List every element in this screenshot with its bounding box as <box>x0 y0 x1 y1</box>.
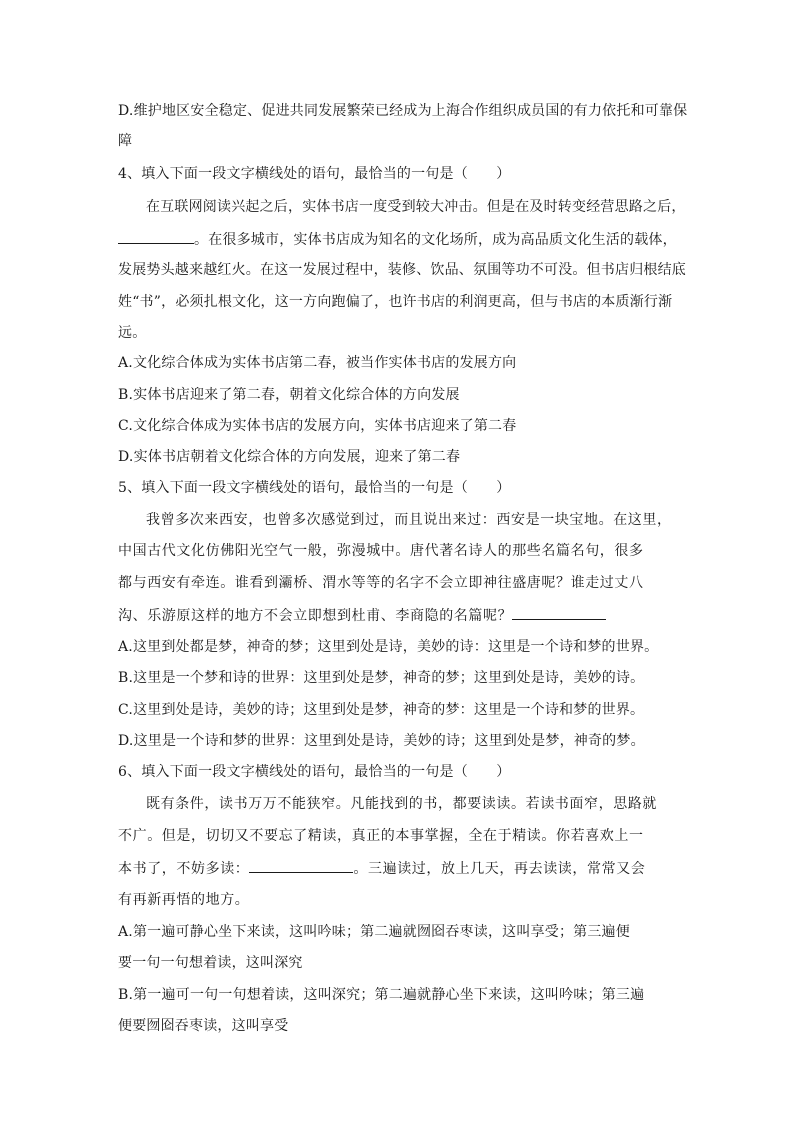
q6-passage-line-3-tail: 。三遍读过，放上几天，再去读读，常常又会 <box>353 861 646 877</box>
q3-option-d-line-2: 障 <box>118 133 133 149</box>
q5-option-c: C.这里到处是诗，美妙的诗；这里到处是梦，神奇的梦：这里是一个诗和梦的世界。 <box>118 702 645 718</box>
q4-stem: 4、填入下面一段文字横线处的语句，最恰当的一句是（ ） <box>118 166 511 182</box>
q5-passage-line-3: 都与西安有牵连。谁看到灞桥、渭水等等的名字不会立即神往盛唐呢？谁走过丈八 <box>118 575 644 591</box>
q5-passage-line-4-text: 沟、乐游原这样的地方不会立即想到杜甫、李商隐的名篇呢？ <box>118 608 513 624</box>
answer-blank <box>249 858 353 873</box>
answer-blank <box>512 605 606 620</box>
q5-option-d: D.这里是一个诗和梦的世界：这里到处是诗，美妙的诗；这里到处是梦，神奇的梦。 <box>118 733 645 749</box>
q4-passage-line-2-text: 。在很多城市，实体书店成为知名的文化场所，成为高品质文化生活的载体， <box>194 232 677 248</box>
q5-passage-line-4 <box>118 605 698 626</box>
q6-passage-line-4: 有再新再悟的地方。 <box>118 892 250 908</box>
q4-passage-line-4: 姓“书”，必须扎根文化，这一方向跑偏了，也许书店的利润更高，但与书店的本质渐行渐 <box>118 294 673 310</box>
q4-passage-line-1: 在互联网阅读兴起之后，实体书店一度受到较大冲击。但是在及时转变经营思路之后， <box>146 199 686 215</box>
q5-option-b: B.这里是一个梦和诗的世界：这里到处是梦，神奇的梦；这里到处是诗，美妙的诗。 <box>118 670 645 686</box>
q5-option-a: A.这里到处都是梦，神奇的梦；这里到处是诗，美妙的诗：这里是一个诗和梦的世界。 <box>118 639 659 655</box>
q4-option-d: D.实体书店朝着文化综合体的方向发展，迎来了第二春 <box>118 449 461 465</box>
q5-passage-line-1: 我曾多次来西安，也曾多次感觉到过，而且说出来过：西安是一块宝地。在这里， <box>146 512 672 528</box>
q6-option-a-line-2: 要一句一句想着读，这叫深究 <box>118 955 303 971</box>
q5-passage-line-2: 中国古代文化仿佛阳光空气一般，弥漫城中。唐代著名诗人的那些名篇名句，很多 <box>118 543 644 559</box>
q6-option-b-line-1: B.第一遍可一句一句想着读，这叫深究；第二遍就静心坐下来读，这叫吟味；第三遍 <box>118 987 645 1003</box>
q6-passage-line-3-text: 本书了，不妨多读： <box>118 861 250 877</box>
q4-option-b: B.实体书店迎来了第二春，朝着文化综合体的方向发展 <box>118 387 460 403</box>
q4-option-a: A.文化综合体成为实体书店第二春，被当作实体书店的发展方向 <box>118 355 517 371</box>
q4-option-c: C.文化综合体成为实体书店的发展方向，实体书店迎来了第二春 <box>118 418 517 434</box>
q6-passage-line-2: 不广。但是，切切又不要忘了精读，真正的本事掌握，全在于精读。你若喜欢上一 <box>118 828 644 844</box>
q6-passage-line-3 <box>118 858 698 879</box>
q6-passage-line-1: 既有条件，读书万万不能狭窄。凡能找到的书，都要读读。若读书面窄，思路就 <box>146 796 657 812</box>
q6-stem: 6、填入下面一段文字横线处的语句，最恰当的一句是（ ） <box>118 764 511 780</box>
q4-passage-line-3: 发展势头越来越红火。在这一发展过程中，装修、饮品、氛围等功不可没。但书店归根结底 <box>118 262 686 278</box>
q3-option-d-line-1: D.维护地区安全稳定、促进共同发展繁荣已经成为上海合作组织成员国的有力依托和可靠保 <box>118 103 688 119</box>
q6-option-a-line-1: A.第一遍可静心坐下来读，这叫吟味；第二遍就囫囵吞枣读，这叫享受；第三遍便 <box>118 924 630 940</box>
q6-option-b-line-2: 便要囫囵吞枣读，这叫享受 <box>118 1018 289 1034</box>
q4-passage-line-2 <box>118 229 698 250</box>
q5-stem: 5、填入下面一段文字横线处的语句，最恰当的一句是（ ） <box>118 480 511 496</box>
q4-passage-line-5: 远。 <box>118 325 147 341</box>
answer-blank <box>118 229 194 244</box>
